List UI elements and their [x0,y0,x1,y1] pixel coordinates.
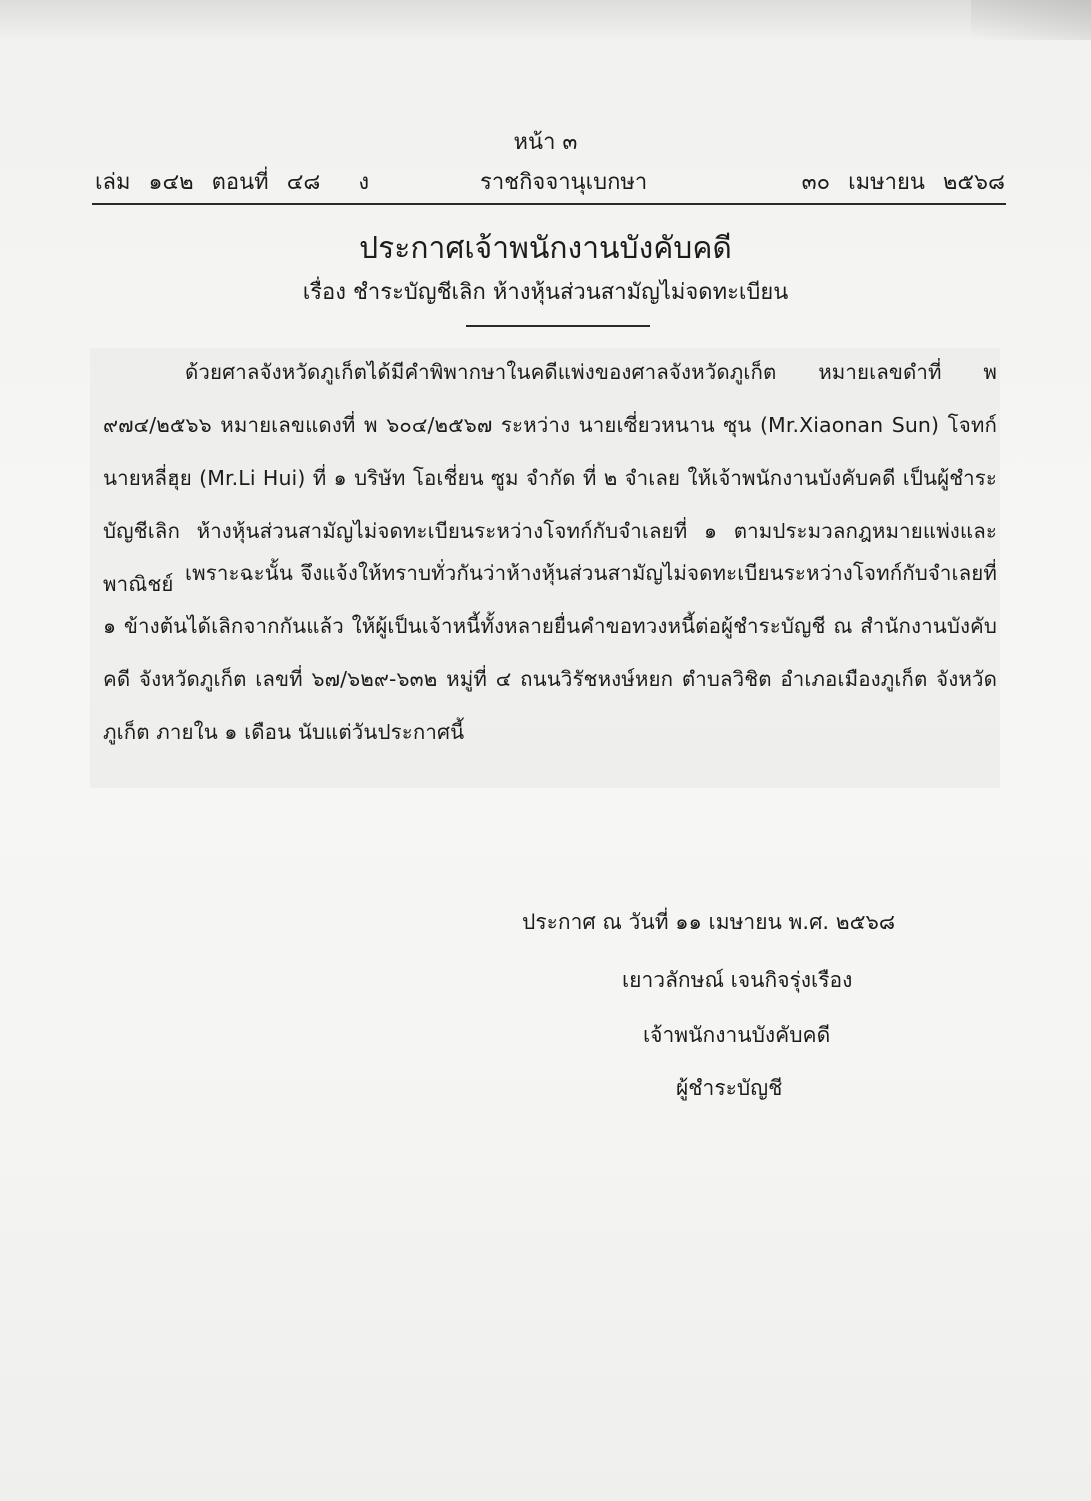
title-divider [466,325,650,327]
signatory-role: ผู้ชำระบัญชี [676,1076,783,1100]
announcement-date: ประกาศ ณ วันที่ ๑๑ เมษายน พ.ศ. ๒๕๖๘ [522,910,896,934]
paragraph-1-text: ด้วยศาลจังหวัดภูเก็ตได้มีคำพิพากษาในคดีแพ่งของศาลจังหวัดภูเก็ต หมายเลขดำที่ พ ๙๗๔/๒๕๖๖ หมายเลขแดงที่ พ ๖๐๔/๒๕๖๗ ระหว่าง นายเซี่ยวหนาน ซุน (Mr.Xiaonan Sun) โจทก์ นายหลี่ฮุย (Mr.Li Hui) ที่ ๑ บริษัท โอเชี่ยน ซูม จำกัด ที่ ๒ จำเลย ให้เจ้าพนักงานบังคับคดี เป็นผู้ชำระบัญชีเลิก ห้างหุ้นส่วนสามัญไม่จดทะเบียนระหว่างโจทก์กับจำเลยที่ ๑ ตามประมวลกฎหมายแพ่งและพาณิชย์ [103,360,997,596]
date-day: ๓๐ [801,170,831,195]
section-number: ๔๘ [286,170,321,195]
publication-name: ราชกิจจานุเบกษา [480,170,648,195]
gazette-header-row [95,164,1005,196]
announcement-subject: เรื่อง ชำระบัญชีเลิก ห้างหุ้นส่วนสามัญไม่จดทะเบียน [302,280,789,305]
publication-date [784,164,1005,199]
volume-label: เล่ม [95,170,131,195]
signatory-name: เยาวลักษณ์ เจนกิจรุ่งเรือง [622,968,853,992]
section-suffix: ง [358,170,370,195]
volume-section [95,164,387,199]
page-number: หน้า ๓ [513,130,578,155]
date-month: เมษายน [848,170,925,195]
paragraph-2-text: เพราะฉะนั้น จึงแจ้งให้ทราบทั่วกันว่าห้างหุ้นส่วนสามัญไม่จดทะเบียนระหว่างโจทก์กับจำเลยที่ ๑ ข้างต้นได้เลิกจากกันแล้ว ให้ผู้เป็นเจ้าหนี้ทั้งหลายยื่นคำขอทวงหนี้ต่อผู้ชำระบัญชี ณ สำนักงานบังคับคดี จังหวัดภูเก็ต เลขที่ ๖๗/๖๒๙-๖๓๒ หมู่ที่ ๔ ถนนวิรัชหงษ์หยก ตำบลวิชิต อำเภอเมืองภูเก็ต จังหวัดภูเก็ต ภายใน ๑ เดือน นับแต่วันประกาศนี้ [103,561,997,744]
volume-number: ๑๔๒ [148,170,194,195]
header-divider [92,203,1006,205]
announcement-title: ประกาศเจ้าพนักงานบังคับคดี [359,231,732,266]
section-label: ตอนที่ [211,170,269,195]
gazette-header [0,0,1091,210]
body-paragraph-2 [103,547,997,759]
signatory-position: เจ้าพนักงานบังคับคดี [643,1023,831,1047]
date-year: ๒๕๖๘ [942,170,1005,195]
